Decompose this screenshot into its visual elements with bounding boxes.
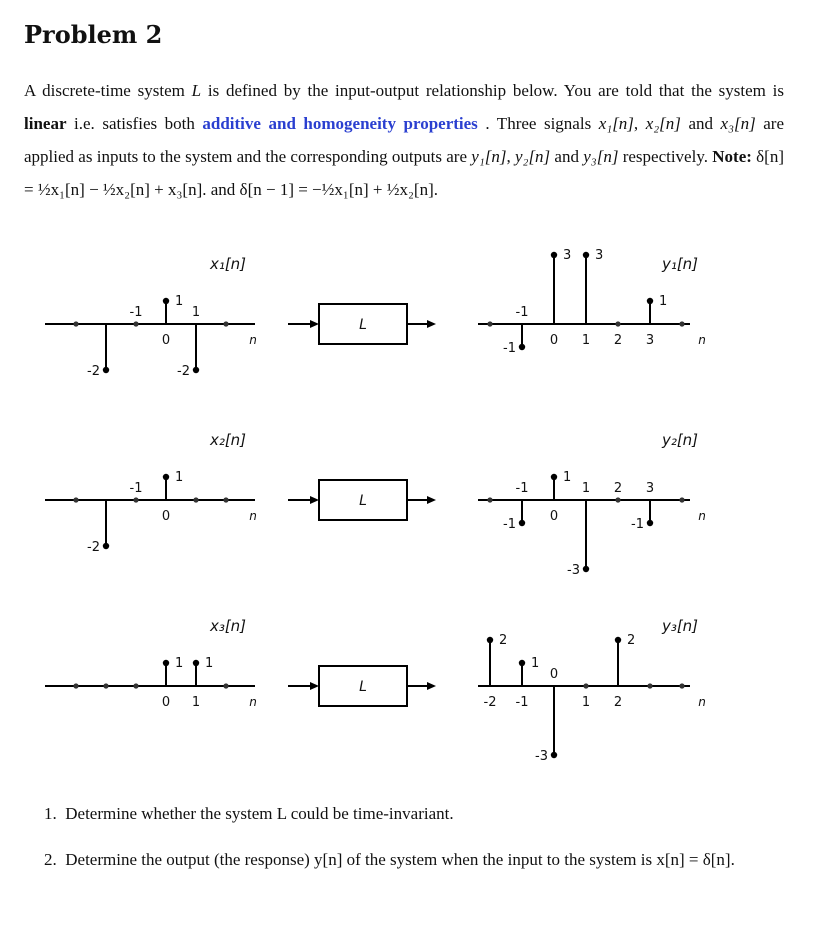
linear-term: linear <box>24 114 67 133</box>
row3-input-tick-label: 0 <box>161 695 171 710</box>
row1-input-axis-label: n <box>249 333 257 347</box>
row2-input-zero-sample <box>223 497 228 502</box>
row3-output-stem-marker <box>615 637 621 643</box>
row3-output-zero-sample <box>647 683 652 688</box>
system-diagram <box>0 225 814 785</box>
row3-system-label: L <box>359 679 367 695</box>
row1-output-stem-value: 1 <box>659 294 668 309</box>
row3-output-tick-label: 0 <box>549 667 559 682</box>
row3-input-signal-name: x₃[n] <box>209 617 247 635</box>
row2-output-tick-label: 2 <box>613 481 623 496</box>
row2-input-arrowhead <box>310 496 319 504</box>
row3-input-zero-sample <box>73 683 78 688</box>
row1-output-axis-label: n <box>698 333 706 347</box>
row1-output-tick-label: 2 <box>613 333 623 348</box>
row3-output-stem-value: 2 <box>499 633 508 648</box>
row1-output-stem-value: 3 <box>595 248 604 263</box>
row3-input-stem-value: 1 <box>205 656 214 671</box>
row3-output-tick-label: 2 <box>613 695 623 710</box>
row3-input-tick-label: 1 <box>191 695 201 710</box>
problem-statement: A discrete-time system L is defined by the input-output relationship below. You are told that the system is linear i.e. satisfies both additive and homogeneity properties . Three signals x₁[n], x₂[n] and x₃[n] are applied as inputs to the system and the corresponding outputs are y₁[n], y₂[n] and y₃[n] respectively. Note: δ[n] = ½x₁[n] − ½x₂[n] + x₃[n]. and δ[n − 1] = −½x₁[n] + ½x₂[n]. <box>24 81 785 199</box>
row1-output-tick-label: 0 <box>549 333 559 348</box>
row3-output-tick-label: 1 <box>581 695 591 710</box>
row1-output-zero-sample <box>679 321 684 326</box>
row2-output-stem-marker <box>519 520 525 526</box>
row2-input-tick-label: 0 <box>161 509 171 524</box>
row1-input-stem-value: -2 <box>177 364 190 379</box>
row2-input-stem-value: 1 <box>175 470 184 485</box>
row2-output-tick-label: 1 <box>581 481 591 496</box>
row3-input-stem-marker <box>193 660 199 666</box>
row2-output-tick-label: 0 <box>549 509 559 524</box>
row2-output-zero-sample <box>487 497 492 502</box>
row3-input-stem-value: 1 <box>175 656 184 671</box>
row1-input-tick-label: 0 <box>161 333 171 348</box>
row1-output-zero-sample <box>487 321 492 326</box>
row3-input-axis-label: n <box>249 695 257 709</box>
problem-title: Problem 2 <box>24 20 163 49</box>
row3-output-zero-sample <box>583 683 588 688</box>
row1-input-zero-sample <box>133 321 138 326</box>
row1-input-stem-value: -2 <box>87 364 100 379</box>
row1-input-stem-marker <box>163 298 169 304</box>
row2-output-zero-sample <box>679 497 684 502</box>
row1-output-stem-marker <box>583 252 589 258</box>
row3-output-stem-value: 2 <box>627 633 636 648</box>
row2-input-stem-marker <box>103 543 109 549</box>
row2-output-axis-label: n <box>698 509 706 523</box>
row1-input-stem-value: 1 <box>175 294 184 309</box>
row2-output-stem-marker <box>551 474 557 480</box>
row3-output-tick-label: -2 <box>483 695 497 710</box>
row2-input-tick-label: -1 <box>129 481 143 496</box>
row3-input-zero-sample <box>103 683 108 688</box>
note-label: Note: <box>712 147 752 166</box>
row1-output-stem-marker <box>551 252 557 258</box>
properties-link[interactable]: additive and homogeneity properties <box>202 114 478 133</box>
row3-output-zero-sample <box>679 683 684 688</box>
row2-output-stem-value: 1 <box>563 470 572 485</box>
question-2: 2. Determine the output (the response) y[n] of the system when the input to the system is x[n] = δ[n]. <box>44 850 735 869</box>
row1-system-label: L <box>359 317 367 333</box>
row2-output-stem-value: -1 <box>503 517 516 532</box>
row1-input-zero-sample <box>223 321 228 326</box>
row2-output-stem-value: -1 <box>631 517 644 532</box>
row2-output-arrowhead <box>427 496 436 504</box>
row2-system-label: L <box>359 493 367 509</box>
note-equation: δ[n] = ½x₁[n] − ½x₂[n] + x₃[n]. and δ[n − 1] = −½x₁[n] + ½x₂[n]. <box>24 147 785 199</box>
row1-output-stem-marker <box>519 344 525 350</box>
row3-output-axis-label: n <box>698 695 706 709</box>
row1-input-signal-name: x₁[n] <box>209 255 247 273</box>
row2-output-stem-value: -3 <box>567 563 580 578</box>
row3-output-stem-value: 1 <box>531 656 540 671</box>
row1-input-stem-marker <box>193 367 199 373</box>
row1-input-stem-marker <box>103 367 109 373</box>
row2-output-tick-label: 3 <box>645 481 655 496</box>
row1-output-stem-value: -1 <box>503 341 516 356</box>
row3-output-stem-value: -3 <box>535 749 548 764</box>
row1-output-tick-label: 1 <box>581 333 591 348</box>
row1-output-zero-sample <box>615 321 620 326</box>
row1-output-arrowhead <box>427 320 436 328</box>
row3-output-stem-marker <box>551 752 557 758</box>
row3-output-arrowhead <box>427 682 436 690</box>
row1-input-arrowhead <box>310 320 319 328</box>
row3-input-arrowhead <box>310 682 319 690</box>
row2-input-signal-name: x₂[n] <box>209 431 247 449</box>
row1-input-zero-sample <box>73 321 78 326</box>
row3-input-stem-marker <box>163 660 169 666</box>
row3-input-zero-sample <box>223 683 228 688</box>
row2-input-zero-sample <box>193 497 198 502</box>
row2-output-signal-name: y₂[n] <box>661 431 699 449</box>
question-1: 1. Determine whether the system L could be time-invariant. <box>44 804 454 823</box>
row2-input-zero-sample <box>73 497 78 502</box>
row3-output-stem-marker <box>487 637 493 643</box>
row2-output-stem-marker <box>647 520 653 526</box>
row2-output-tick-label: -1 <box>515 481 529 496</box>
row1-input-tick-label: 1 <box>191 305 201 320</box>
row2-input-stem-value: -2 <box>87 540 100 555</box>
row1-input-tick-label: -1 <box>129 305 143 320</box>
row2-input-axis-label: n <box>249 509 257 523</box>
row3-output-tick-label: -1 <box>515 695 529 710</box>
row1-output-stem-value: 3 <box>563 248 572 263</box>
row2-output-zero-sample <box>615 497 620 502</box>
row2-input-zero-sample <box>133 497 138 502</box>
row1-output-tick-label: 3 <box>645 333 655 348</box>
row3-output-stem-marker <box>519 660 525 666</box>
row1-output-tick-label: -1 <box>515 305 529 320</box>
row3-input-zero-sample <box>133 683 138 688</box>
row1-output-signal-name: y₁[n] <box>661 255 699 273</box>
row2-output-stem-marker <box>583 566 589 572</box>
row1-output-stem-marker <box>647 298 653 304</box>
row3-output-signal-name: y₃[n] <box>661 617 699 635</box>
row2-input-stem-marker <box>163 474 169 480</box>
